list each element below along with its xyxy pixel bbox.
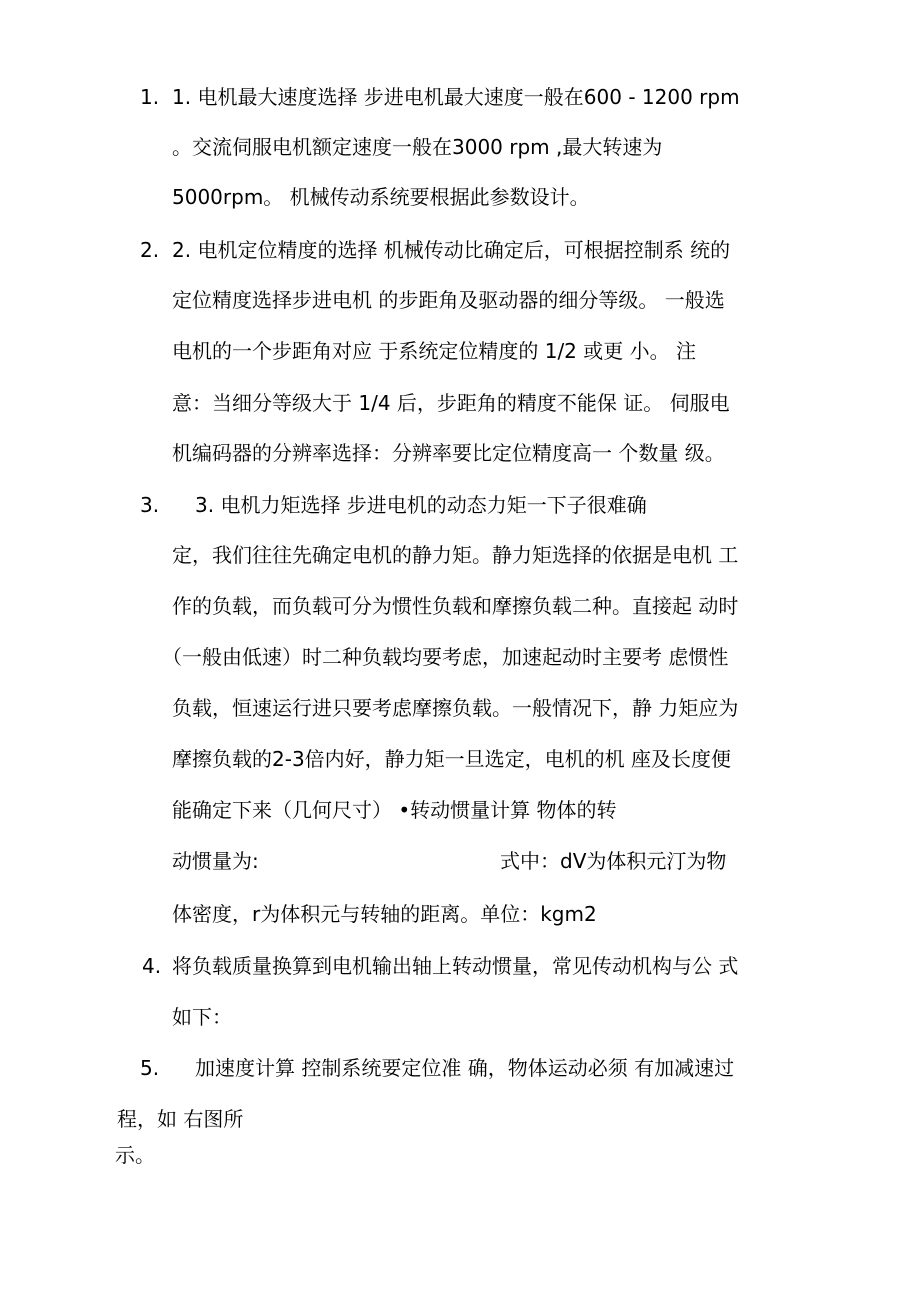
- text-line: 动惯量为:: [172, 849, 259, 873]
- list-number: 1.: [140, 85, 160, 109]
- text-line: （一般由低速）时二种负载均要考虑，加速起动时主要考 虑惯性: [162, 645, 729, 669]
- text-line: 电机的一个步距角对应 于系统定位精度的 1/2 或更 小。 注: [172, 339, 696, 363]
- list-number: 5.: [140, 1056, 160, 1080]
- list-number: 3.: [140, 493, 160, 517]
- text-line: 加速度计算 控制系统要定位准 确，物体运动必须 有加减速过: [195, 1056, 735, 1080]
- text-line: 摩擦负载的2-3倍内好，静力矩一旦选定，电机的机 座及长度便: [172, 747, 732, 771]
- text-line: 负载，恒速运行进只要考虑摩擦负载。一般情况下，静 力矩应为: [172, 696, 739, 720]
- text-line: 3. 电机力矩选择 步进电机的动态力矩一下子很难确: [195, 493, 647, 517]
- text-line: 如下：: [172, 1005, 232, 1029]
- text-line: 定位精度选择步进电机 的步距角及驱动器的细分等级。 一般选: [172, 288, 725, 312]
- text-line: 机编码器的分辨率选择：分辨率要比定位精度高一 个数量 级。: [172, 441, 725, 465]
- list-number: 2.: [140, 238, 160, 262]
- text-line: 式中：dV为体积元汀为物: [500, 849, 727, 873]
- text-line: 5000rpm。 机械传动系统要根据此参数设计。: [172, 185, 590, 209]
- text-line: 体密度，r为体积元与转轴的距离。单位：kgm2: [172, 902, 597, 926]
- text-line: 2. 电机定位精度的选择 机械传动比确定后，可根据控制系 统的: [172, 238, 731, 262]
- text-line: 定，我们往往先确定电机的静力矩。静力矩选择的依据是电机 工: [172, 543, 739, 567]
- text-line: 程，如 右图所: [117, 1107, 244, 1131]
- text-line: 。交流伺服电机额定速度一般在3000 rpm ,最大转速为: [172, 135, 663, 159]
- text-line: 能确定下来（几何尺寸） •转动惯量计算 物体的转: [172, 798, 617, 822]
- text-line: 将负载质量换算到电机输出轴上转动惯量，常见传动机构与公 式: [172, 954, 739, 978]
- text-line: 意：当细分等级大于 1/4 后，步距角的精度不能保 证。 伺服电: [172, 391, 730, 415]
- list-number: 4.: [142, 954, 162, 978]
- text-line: 1. 电机最大速度选择 步进电机最大速度一般在600 - 1200 rpm: [172, 85, 740, 109]
- text-line: 作的负载，而负载可分为惯性负载和摩擦负载二种。直接起 动时: [172, 594, 739, 618]
- text-line: 示。: [115, 1143, 155, 1167]
